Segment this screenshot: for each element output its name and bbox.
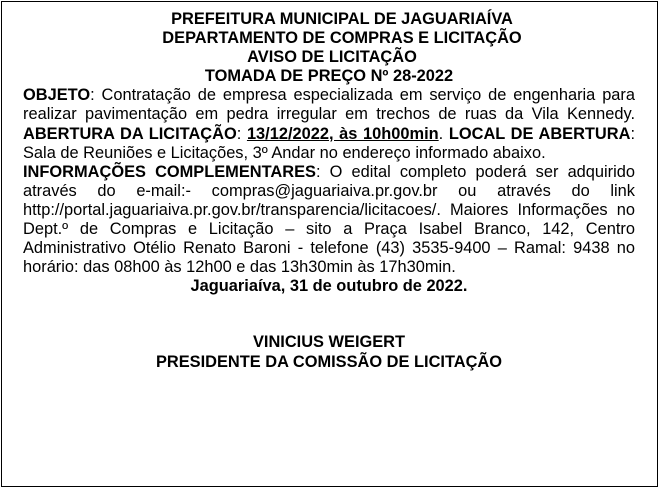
info-paragraph [23, 163, 635, 278]
signatory-name: VINICIUS WEIGERT [252, 333, 406, 352]
objeto-label: OBJETO [23, 86, 91, 105]
licitation-notice [1, 1, 658, 487]
abertura-period: . [438, 124, 449, 143]
info-label: INFORMAÇÕES COMPLEMENTARES [23, 162, 316, 181]
info-text: : O edital completo poderá ser adquirido através do e-mail:- compras@jaguariaiva.pr.gov.br ou através do link http://portal.jaguariaiva.pr.gov.br/transparencia/licitacoes/. Maiores Informações no Dept.º de Compras e Licitação – sito a Praça Isabel Branco, 142, Centro Administrativo Otélio Renato Baroni - telefone (43) 3535-9400 – Ramal: 9438 no horário: das 08h00 às 12h00 e das 13h30min às 17h30min. [23, 162, 636, 277]
header-departamento: DEPARTAMENTO DE COMPRAS E LICITAÇÃO [162, 29, 522, 48]
abertura-label: ABERTURA DA LICITAÇÃO [23, 124, 237, 143]
objeto-text: : Contratação de empresa especializada em serviço de engenharia para realizar pavimentação em pedra irregular em trechos de ruas da Vila Kennedy. [23, 86, 635, 124]
abertura-colon: : [236, 124, 247, 143]
local-label: LOCAL DE ABERTURA [448, 124, 631, 143]
date-line: Jaguariaíva, 31 de outubro de 2022. [190, 277, 468, 296]
abertura-value: 13/12/2022, às 10h00min [246, 124, 439, 143]
signatory-title: PRESIDENTE DA COMISSÃO DE LICITAÇÃO [155, 352, 503, 371]
header-prefeitura: PREFEITURA MUNICIPAL DE JAGUARIAÍVA [171, 10, 513, 28]
header-aviso: AVISO DE LICITAÇÃO [247, 48, 417, 67]
header-tomada-de-preco: TOMADA DE PREÇO Nº 28-2022 [204, 67, 454, 86]
local-text: : Sala de Reuniões e Licitações, 3º Andar no endereço informado abaixo. [23, 124, 636, 162]
objeto-paragraph [23, 86, 635, 162]
